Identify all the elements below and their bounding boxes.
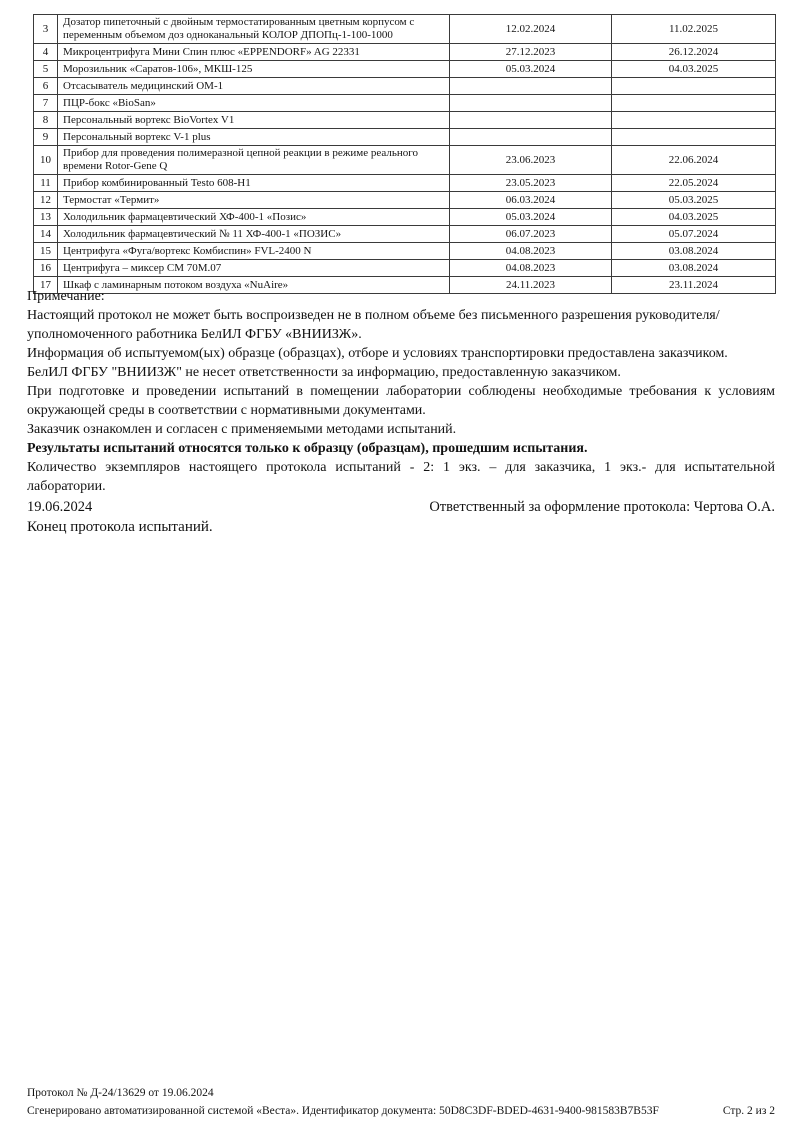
valid-until-date-cell: 26.12.2024: [612, 44, 776, 61]
verification-date-cell: [450, 78, 612, 95]
row-number-cell: 12: [34, 192, 58, 209]
table-row: [34, 192, 776, 209]
equipment-name-cell: Прибор комбинированный Testo 608-H1: [58, 175, 450, 192]
verification-date-cell: [450, 95, 612, 112]
table-row: [34, 146, 776, 175]
row-number-cell: 10: [34, 146, 58, 175]
table-row: [34, 175, 776, 192]
note-paragraph: Количество экземпляров настоящего протокола испытаний - 2: 1 экз. – для заказчика, 1 экз.- для испытательной лаборатории.: [27, 460, 775, 494]
responsible-person: Ответственный за оформление протокола: Чертова О.А.: [429, 499, 775, 515]
verification-date-cell: 23.05.2023: [450, 175, 612, 192]
valid-until-date-cell: 05.07.2024: [612, 226, 776, 243]
notes-heading: Примечание:: [27, 289, 105, 304]
valid-until-date-cell: [612, 112, 776, 129]
table-row: [34, 226, 776, 243]
equipment-name-cell: Персональный вортекс V-1 plus: [58, 129, 450, 146]
table-row: [34, 129, 776, 146]
verification-date-cell: 24.11.2023: [450, 277, 612, 294]
equipment-table: [33, 14, 776, 294]
table-row: [34, 95, 776, 112]
table-row: [34, 78, 776, 95]
equipment-name-cell: Морозильник «Саратов-106», МКШ-125: [58, 61, 450, 78]
equipment-name-cell: Отсасыватель медицинский ОМ-1: [58, 78, 450, 95]
valid-until-date-cell: 23.11.2024: [612, 277, 776, 294]
row-number-cell: 3: [34, 15, 58, 44]
row-number-cell: 17: [34, 277, 58, 294]
valid-until-date-cell: 04.03.2025: [612, 209, 776, 226]
table-row: [34, 260, 776, 277]
footer-protocol-number: Протокол № Д-24/13629 от 19.06.2024: [27, 1087, 214, 1099]
verification-date-cell: 05.03.2024: [450, 61, 612, 78]
verification-date-cell: 27.12.2023: [450, 44, 612, 61]
note-paragraph: Информация об испытуемом(ых) образце (образцах), отборе и условиях транспортировки предоставлена заказчиком.: [27, 346, 728, 361]
valid-until-date-cell: 04.03.2025: [612, 61, 776, 78]
row-number-cell: 9: [34, 129, 58, 146]
table-row: [34, 112, 776, 129]
footer-generated-info: Сгенерировано автоматизированной системой «Веста». Идентификатор документа: 50D8C3DF-BDED-4631-9400-981583B7B53F: [27, 1105, 659, 1117]
footer-page-number: Стр. 2 из 2: [722, 1105, 775, 1117]
row-number-cell: 16: [34, 260, 58, 277]
table-row: [34, 15, 776, 44]
end-of-protocol-line: Конец протокола испытаний.: [27, 519, 213, 535]
valid-until-date-cell: 22.06.2024: [612, 146, 776, 175]
verification-date-cell: 06.03.2024: [450, 192, 612, 209]
signature-row: [27, 498, 775, 517]
row-number-cell: 4: [34, 44, 58, 61]
row-number-cell: 5: [34, 61, 58, 78]
valid-until-date-cell: [612, 78, 776, 95]
note-paragraph-bold: Результаты испытаний относятся только к образцу (образцам), прошедшим испытания.: [27, 441, 588, 456]
note-paragraph: БелИЛ ФГБУ "ВНИИЗЖ" не несет ответственности за информацию, предоставленную заказчиком.: [27, 365, 621, 380]
note-paragraph: Настоящий протокол не может быть воспроизведен не в полном объеме без письменного разрешения руководителя/уполномоченного работника БелИЛ ФГБУ «ВНИИЗЖ».: [27, 308, 720, 342]
note-paragraph: Заказчик ознакомлен и согласен с применяемыми методами испытаний.: [27, 422, 457, 437]
equipment-name-cell: Центрифуга «Фуга/вортекс Комбиспин» FVL-2400 N: [58, 243, 450, 260]
row-number-cell: 6: [34, 78, 58, 95]
row-number-cell: 14: [34, 226, 58, 243]
protocol-date: 19.06.2024: [27, 499, 93, 515]
valid-until-date-cell: [612, 129, 776, 146]
row-number-cell: 13: [34, 209, 58, 226]
row-number-cell: 11: [34, 175, 58, 192]
equipment-name-cell: Персональный вортекс BioVortex V1: [58, 112, 450, 129]
equipment-name-cell: Центрифуга – миксер СМ 70М.07: [58, 260, 450, 277]
verification-date-cell: [450, 112, 612, 129]
table-row: [34, 61, 776, 78]
equipment-name-cell: Шкаф с ламинарным потоком воздуха «NuAire»: [58, 277, 450, 294]
verification-date-cell: [450, 129, 612, 146]
verification-date-cell: 05.03.2024: [450, 209, 612, 226]
valid-until-date-cell: 11.02.2025: [612, 15, 776, 44]
notes-section: [27, 287, 775, 496]
equipment-name-cell: Термостат «Термит»: [58, 192, 450, 209]
equipment-name-cell: Дозатор пипеточный с двойным термостатированным цветным корпусом с переменным объемом доз одноканальный КОЛОР ДПОПц-1-100-1000: [58, 15, 450, 44]
equipment-name-cell: Прибор для проведения полимеразной цепной реакции в режиме реального времени Rotor-Gene Q: [58, 146, 450, 175]
row-number-cell: 8: [34, 112, 58, 129]
equipment-name-cell: Холодильник фармацевтический ХФ-400-1 «Позис»: [58, 209, 450, 226]
verification-date-cell: 12.02.2024: [450, 15, 612, 44]
valid-until-date-cell: 03.08.2024: [612, 260, 776, 277]
table-row: [34, 209, 776, 226]
table-row: [34, 44, 776, 61]
note-paragraph: При подготовке и проведении испытаний в помещении лаборатории соблюдены необходимые требования к условиям окружающей среды в соответствии с нормативными документами.: [27, 384, 775, 418]
equipment-name-cell: Холодильник фармацевтический № 11 ХФ-400-1 «ПОЗИС»: [58, 226, 450, 243]
equipment-name-cell: Микроцентрифуга Мини Спин плюс «EPPENDORF» AG 22331: [58, 44, 450, 61]
page-footer: [27, 1084, 775, 1120]
verification-date-cell: 06.07.2023: [450, 226, 612, 243]
verification-date-cell: 23.06.2023: [450, 146, 612, 175]
equipment-name-cell: ПЦР-бокс «BioSan»: [58, 95, 450, 112]
verification-date-cell: 04.08.2023: [450, 260, 612, 277]
row-number-cell: 15: [34, 243, 58, 260]
table-row: [34, 243, 776, 260]
row-number-cell: 7: [34, 95, 58, 112]
valid-until-date-cell: 22.05.2024: [612, 175, 776, 192]
valid-until-date-cell: 03.08.2024: [612, 243, 776, 260]
valid-until-date-cell: 05.03.2025: [612, 192, 776, 209]
valid-until-date-cell: [612, 95, 776, 112]
verification-date-cell: 04.08.2023: [450, 243, 612, 260]
